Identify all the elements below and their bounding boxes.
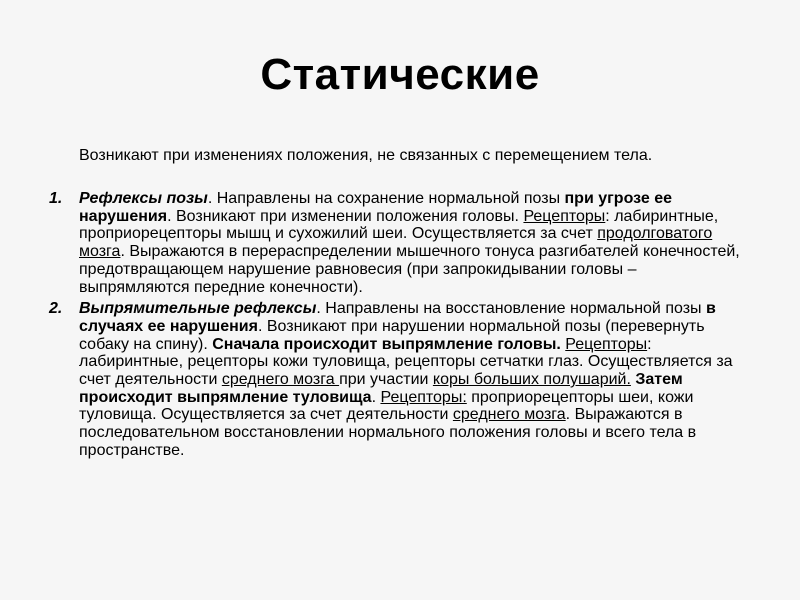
list-item-righting-reflexes	[49, 300, 749, 459]
reflex-list	[49, 190, 749, 464]
text-segment: .	[371, 388, 381, 406]
text-segment: проприорецепторы шеи, кожи туловища. Осуществляется за счет деятельности	[79, 388, 694, 424]
text-segment: . Возникают при нарушении нормальной позы (перевернуть собаку на спину).	[79, 317, 705, 353]
emphasis-text: при угрозе ее нарушения	[79, 190, 673, 225]
underlined-term: Рецепторы	[523, 207, 606, 225]
underlined-term: Рецепторы:	[380, 388, 467, 406]
emphasis-text: Затем происходит выпрямление туловища	[79, 371, 683, 406]
text-segment: . Возникают при изменении положения головы.	[167, 207, 524, 225]
underlined-term: среднего мозга	[221, 371, 340, 389]
emphasis-text: Сначала происходит выпрямление головы.	[212, 335, 561, 353]
emphasis-text: в случаях ее нарушения	[79, 300, 716, 335]
list-number: 1.	[49, 190, 63, 207]
list-item-postural-reflexes	[49, 190, 749, 296]
text-segment: . Направлены на сохранение нормальной позы	[207, 190, 565, 207]
text-segment: . Выражаются в перераспределении мышечного тонуса разгибателей конечностей, предотвращающем нарушение равновесия (при запрокидывании головы – выпрямляются передние конечности).	[79, 243, 740, 296]
underlined-term: коры больших полушарий.	[432, 371, 631, 389]
item-term: Рефлексы позы	[79, 190, 208, 207]
text-segment: . Выражаются в последовательном восстановлении нормального положения головы и всего тела в пространстве.	[79, 406, 697, 459]
text-segment: : лабиринтные, рецепторы кожи туловища, рецепторы сетчатки глаз. Осуществляется за счет деятельности	[79, 335, 733, 389]
underlined-term: Рецепторы	[565, 335, 648, 353]
text-segment: . Направлены на восстановление нормальной позы	[316, 300, 706, 318]
item-text	[79, 300, 749, 459]
item-term: Выпрямительные рефлексы	[79, 300, 317, 318]
text-segment: : лабиринтные, проприорецепторы мышц и сухожилий шеи. Осуществляется за счет	[79, 207, 719, 243]
text-segment: при участии	[339, 371, 433, 389]
slide-title: Статические	[260, 50, 540, 99]
list-number: 2.	[49, 300, 63, 318]
item-text	[79, 190, 749, 296]
underlined-term: среднего мозга	[452, 406, 566, 424]
intro-text: Возникают при изменениях положения, не связанных с перемещением тела.	[79, 147, 653, 164]
underlined-term: продолговатого мозга	[79, 225, 713, 261]
